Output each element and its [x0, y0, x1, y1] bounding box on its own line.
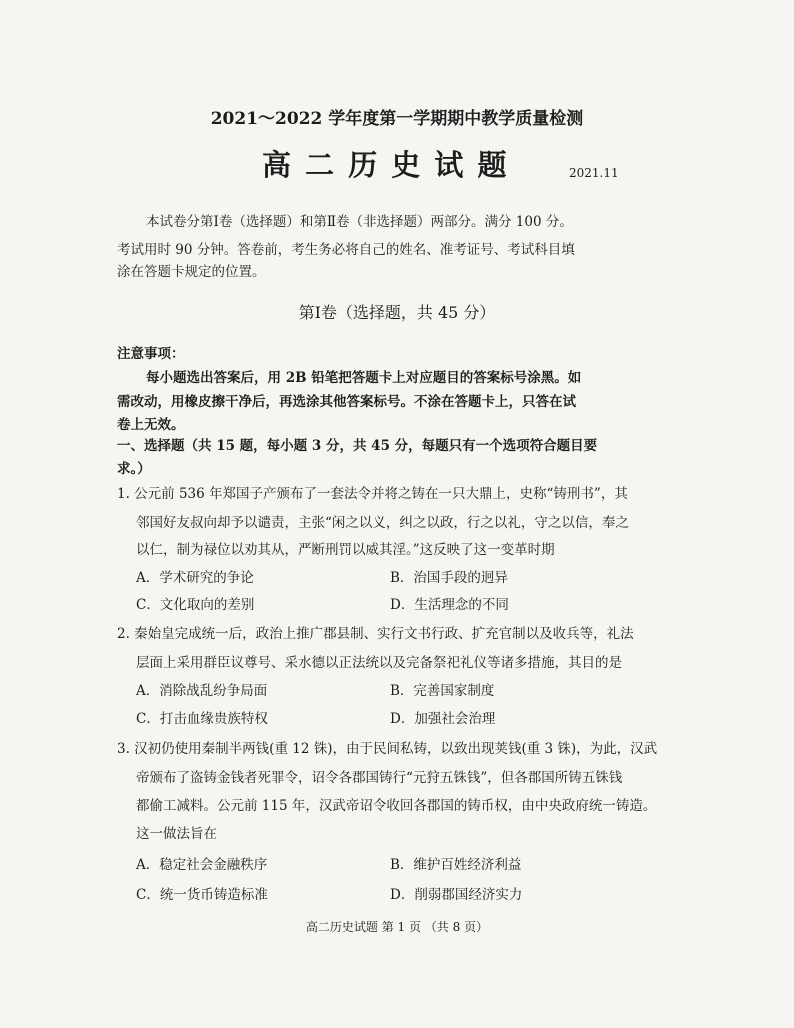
notice-line-1: 每小题选出答案后，用 2B 铅笔把答题卡上对应题目的答案标号涂黑。如 [146, 370, 582, 386]
question-1-line-1: 1. 公元前 536 年郑国子产颁布了一套法令并将之铸在一只大鼎上，史称“铸刑书”，其 [117, 486, 628, 502]
question-2-option-c[interactable]: C．打击血缘贵族特权 [136, 711, 268, 727]
question-2-line-2: 层面上采用群臣议尊号、采水德以正法统以及完备祭祀礼仪等诸多措施，其目的是 [136, 655, 622, 671]
question-3-line-1: 3. 汉初仍使用秦制半两钱(重 12 铢)，由于民间私铸，以致出现荚钱(重 3 铢)，为此，汉武 [117, 741, 658, 757]
question-1-option-b[interactable]: B．治国手段的迥异 [390, 570, 508, 586]
part-heading-line-1: 一、选择题（共 15 题，每小题 3 分，共 45 分，每题只有一个选项符合题目要 [117, 438, 598, 454]
question-3-option-c[interactable]: C．统一货币铸造标准 [136, 887, 268, 903]
question-1-line-2: 邻国好友叔向却予以谴责，主张“闲之以义，纠之以政，行之以礼，守之以信，奉之 [136, 515, 629, 531]
question-1-option-c[interactable]: C．文化取向的差别 [136, 597, 255, 613]
subject-title: 高 二 历 史 试 题 [262, 148, 509, 182]
section-title: 第Ⅰ卷（选择题，共 45 分） [298, 303, 496, 322]
question-2-line-1: 2. 秦始皇完成统一后，政治上推广郡县制、实行文书行政、扩充官制以及收兵等，礼法 [117, 626, 634, 642]
exam-title: 2021～2022 学年度第一学期期中教学质量检测 [210, 109, 584, 129]
intro-line-2: 考试用时 90 分钟。答卷前，考生务必将自己的姓名、准考证号、考试科目填 [117, 242, 575, 258]
question-3-option-b[interactable]: B．维护百姓经济利益 [390, 857, 522, 873]
part-heading-line-2: 求。） [117, 461, 151, 477]
question-2-option-d[interactable]: D．加强社会治理 [390, 711, 496, 727]
question-3-line-4: 这一做法旨在 [136, 826, 217, 842]
notice-heading: 注意事项： [117, 346, 185, 362]
question-3-option-d[interactable]: D．削弱郡国经济实力 [390, 887, 523, 903]
intro-line-1: 本试卷分第Ⅰ卷（选择题）和第Ⅱ卷（非选择题）两部分。满分 100 分。 [146, 214, 573, 230]
question-1-line-3: 以仁，制为禄位以劝其从，严断刑罚以威其淫。”这反映了这一变革时期 [136, 542, 555, 558]
page-footer: 高二历史试题 第 1 页 （共 8 页） [305, 920, 489, 934]
intro-line-3: 涂在答题卡规定的位置。 [117, 264, 266, 280]
question-3-option-a[interactable]: A．稳定社会金融秩序 [136, 857, 268, 873]
notice-line-3: 卷上无效。 [117, 417, 185, 433]
question-2-option-b[interactable]: B．完善国家制度 [390, 683, 495, 699]
notice-line-2: 需改动，用橡皮擦干净后，再选涂其他答案标号。不涂在答题卡上，只答在试 [117, 394, 576, 410]
exam-date: 2021.11 [569, 166, 619, 180]
question-3-line-3: 都偷工减料。公元前 115 年，汉武帝诏令收回各郡国的铸币权，由中央政府统一铸造。 [136, 798, 657, 814]
question-3-line-2: 帝颁布了盗铸金钱者死罪令，诏令各郡国铸行“元狩五铢钱”，但各郡国所铸五铢钱 [136, 770, 623, 786]
question-2-option-a[interactable]: A．消除战乱纷争局面 [136, 683, 268, 699]
question-1-option-a[interactable]: A．学术研究的争论 [136, 570, 254, 586]
question-1-option-d[interactable]: D．生活理念的不同 [390, 597, 509, 613]
